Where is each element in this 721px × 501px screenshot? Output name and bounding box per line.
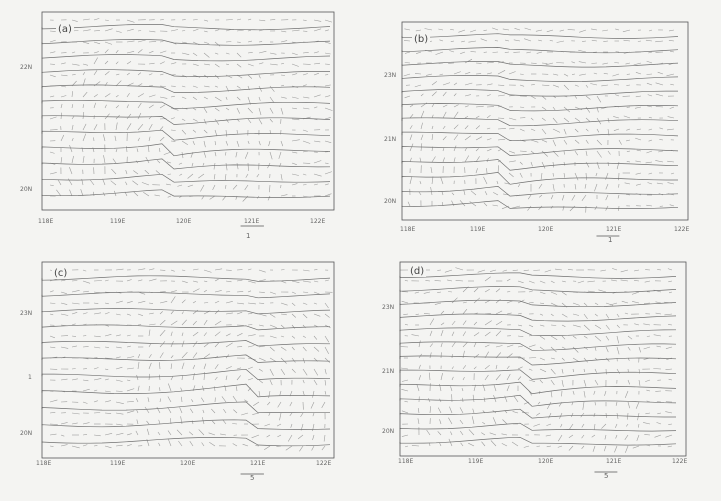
streamline-c bbox=[42, 276, 330, 282]
panel-label-b: (b) bbox=[414, 34, 429, 45]
x-tick-c-2: 120E bbox=[180, 460, 196, 467]
streamline-b bbox=[402, 147, 678, 156]
streamline-d bbox=[400, 409, 676, 418]
streamline-d bbox=[400, 314, 676, 321]
streamline-c bbox=[42, 325, 330, 330]
x-tick-c-1: 119E bbox=[110, 460, 126, 467]
x-tick-d-2: 120E bbox=[538, 458, 554, 465]
streamline-c bbox=[42, 420, 330, 430]
x-tick-c-4: 122E bbox=[316, 460, 332, 467]
y-tick-c-2: 20N bbox=[20, 430, 33, 437]
streamline-c bbox=[42, 355, 330, 363]
streamline-a bbox=[42, 70, 330, 77]
panel-label-c: (c) bbox=[54, 268, 68, 279]
x-tick-a-0: 118E bbox=[38, 218, 54, 225]
wind-vectors-a bbox=[50, 18, 333, 201]
streamline-d bbox=[400, 423, 676, 431]
x-tick-c-3: 121E bbox=[250, 460, 266, 467]
x-tick-a-4: 122E bbox=[310, 218, 326, 225]
y-tick-b-1: 21N bbox=[384, 136, 397, 143]
streamline-b bbox=[402, 186, 678, 196]
streamline-b bbox=[402, 34, 678, 39]
x-tick-b-4: 122E bbox=[674, 226, 690, 233]
streamline-a bbox=[42, 85, 330, 93]
streamline-c bbox=[42, 402, 330, 413]
x-tick-b-0: 118E bbox=[400, 226, 416, 233]
panel-a bbox=[0, 0, 345, 245]
x-tick-c-0: 118E bbox=[36, 460, 52, 467]
y-tick-b-2: 20N bbox=[384, 198, 397, 205]
y-tick-c-0: 23N bbox=[20, 310, 33, 317]
streamline-d bbox=[400, 395, 676, 406]
x-tick-d-0: 118E bbox=[398, 458, 414, 465]
plot-frame-a bbox=[42, 12, 334, 210]
streamline-b bbox=[402, 201, 678, 209]
x-tick-b-3: 121E bbox=[606, 226, 622, 233]
x-tick-a-3: 121E bbox=[244, 218, 260, 225]
ref-vector-label-a: 1 bbox=[246, 232, 251, 240]
streamline-a bbox=[42, 116, 330, 125]
streamline-d bbox=[400, 382, 676, 394]
streamline-c bbox=[42, 437, 330, 445]
y-tick-d-1: 21N bbox=[382, 368, 395, 375]
panel-b bbox=[368, 0, 721, 245]
streamline-a bbox=[42, 100, 330, 108]
streamline-b bbox=[402, 118, 678, 126]
y-tick-b-0: 23N bbox=[384, 72, 397, 79]
x-tick-b-2: 120E bbox=[538, 226, 554, 233]
streamline-d bbox=[400, 356, 676, 365]
wind-vectors-b bbox=[404, 28, 674, 213]
x-tick-b-1: 119E bbox=[470, 226, 486, 233]
streamline-a bbox=[42, 55, 330, 61]
streamline-a bbox=[42, 174, 330, 182]
ref-vector-label-b: 1 bbox=[608, 236, 613, 244]
streamline-a bbox=[42, 144, 330, 156]
panel-label-a: (a) bbox=[58, 24, 72, 35]
streamline-d bbox=[400, 273, 676, 279]
streamline-b bbox=[402, 75, 678, 81]
ref-vector-label-c: 5 bbox=[250, 474, 255, 482]
y-tick-d-2: 20N bbox=[382, 428, 395, 435]
wind-vectors-d bbox=[401, 268, 673, 453]
x-tick-a-2: 120E bbox=[176, 218, 192, 225]
streamline-a bbox=[42, 24, 330, 29]
wind-field-plot-c bbox=[0, 252, 345, 501]
y-tick-a-1: 20N bbox=[20, 186, 33, 193]
wind-field-plot-a bbox=[0, 0, 345, 245]
ref-vector-label-d: 5 bbox=[604, 472, 609, 480]
streamline-d bbox=[400, 287, 676, 293]
streamline-c bbox=[42, 292, 330, 298]
streamline-c bbox=[42, 369, 330, 379]
streamline-b bbox=[402, 104, 678, 111]
streamline-d bbox=[400, 437, 676, 445]
y-tick-c-1: 1 bbox=[28, 374, 32, 381]
y-tick-a-0: 22N bbox=[20, 64, 33, 71]
panel-label-d: (d) bbox=[410, 266, 425, 277]
panel-d bbox=[368, 252, 721, 501]
x-tick-d-1: 119E bbox=[468, 458, 484, 465]
x-tick-a-1: 119E bbox=[110, 218, 126, 225]
streamline-a bbox=[42, 190, 330, 198]
y-tick-d-0: 23N bbox=[382, 304, 395, 311]
panel-c bbox=[0, 252, 345, 501]
streamline-c bbox=[42, 341, 330, 347]
x-tick-d-4: 122E bbox=[672, 458, 688, 465]
streamline-a bbox=[42, 159, 330, 169]
x-tick-d-3: 121E bbox=[606, 458, 622, 465]
streamline-d bbox=[400, 300, 676, 307]
